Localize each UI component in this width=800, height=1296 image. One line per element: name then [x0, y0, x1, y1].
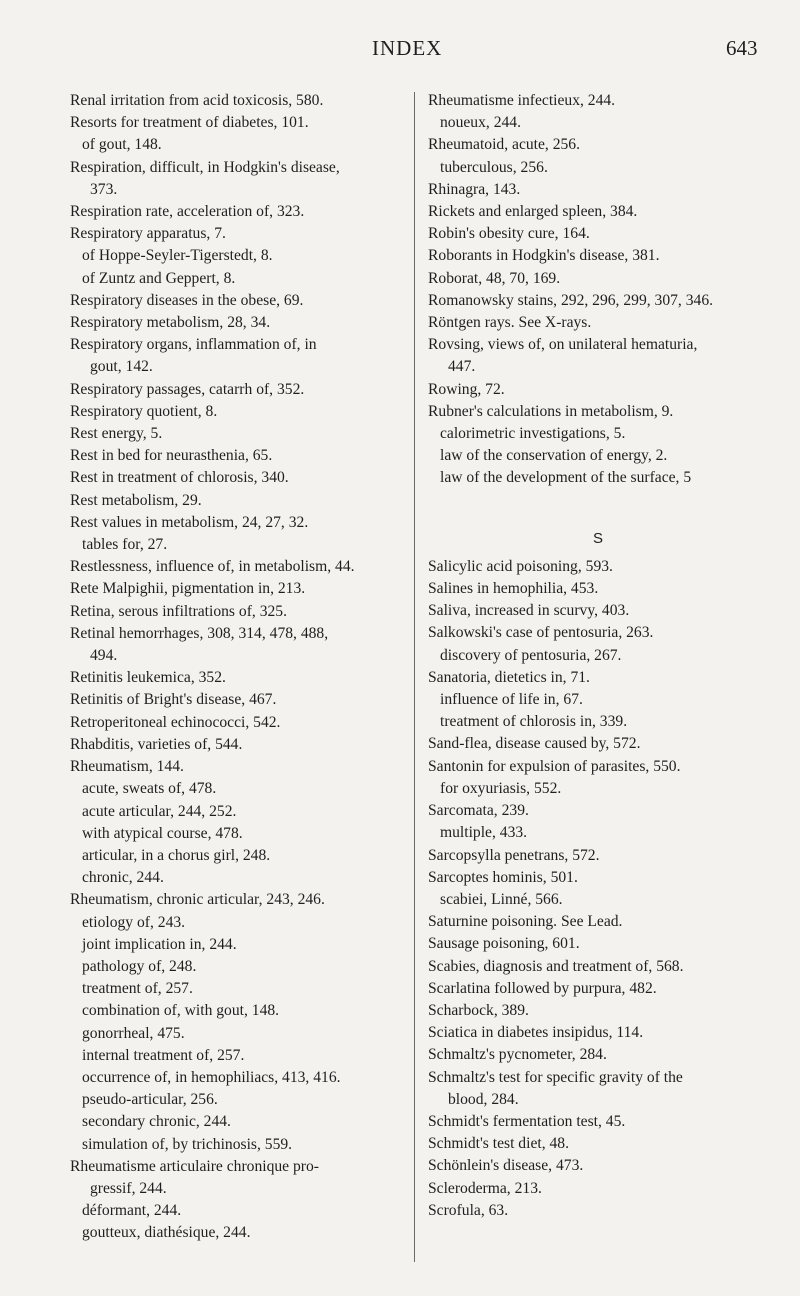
- index-subentry: noueux, 244.: [440, 114, 521, 132]
- index-entry: Rest energy, 5.: [70, 425, 163, 443]
- index-entry: Resorts for treatment of diabetes, 101.: [70, 114, 309, 132]
- index-entry: Schmidt's fermentation test, 45.: [428, 1112, 626, 1130]
- index-entry: Rest in treatment of chlorosis, 340.: [70, 469, 289, 487]
- index-subentry: treatment of, 257.: [82, 980, 193, 998]
- index-entry: Scrofula, 63.: [428, 1201, 509, 1219]
- index-entry: Robin's obesity cure, 164.: [428, 225, 590, 243]
- index-entry: Salkowski's case of pentosuria, 263.: [428, 624, 654, 642]
- index-subentry: of Hoppe-Seyler-Tigerstedt, 8.: [82, 247, 273, 265]
- index-subentry: of Zuntz and Geppert, 8.: [82, 269, 236, 287]
- index-entry: Rheumatisme articulaire chronique pro-: [70, 1157, 319, 1175]
- index-subentry: calorimetric investigations, 5.: [440, 425, 626, 443]
- index-subentry: with atypical course, 478.: [82, 824, 243, 842]
- index-entry: Sarcoptes hominis, 501.: [428, 868, 578, 886]
- page-header: [0, 36, 800, 66]
- index-entry: Schönlein's disease, 473.: [428, 1157, 584, 1175]
- index-subentry: acute articular, 244, 252.: [82, 802, 237, 820]
- index-entry: Retinitis leukemica, 352.: [70, 669, 226, 687]
- index-subentry: goutteux, diathésique, 244.: [82, 1224, 251, 1242]
- index-entry: Respiration rate, acceleration of, 323.: [70, 203, 305, 221]
- index-entry: Rest metabolism, 29.: [70, 491, 202, 509]
- index-entry: Roborants in Hodgkin's disease, 381.: [428, 247, 660, 265]
- index-entry: Sand-flea, disease caused by, 572.: [428, 735, 641, 753]
- index-subentry: simulation of, by trichinosis, 559.: [82, 1135, 293, 1153]
- index-entry: Scarlatina followed by purpura, 482.: [428, 979, 657, 997]
- index-entry: Rhabditis, varieties of, 544.: [70, 735, 243, 753]
- index-entry: Rest values in metabolism, 24, 27, 32.: [70, 513, 309, 531]
- index-subentry: articular, in a chorus girl, 248.: [82, 846, 271, 864]
- index-subentry: gonorrheal, 475.: [82, 1024, 185, 1042]
- index-entry: Rhinagra, 143.: [428, 180, 521, 198]
- index-entry: Saliva, increased in scurvy, 403.: [428, 602, 630, 620]
- index-subentry: discovery of pentosuria, 267.: [440, 646, 622, 664]
- index-entry: Retinal hemorrhages, 308, 314, 478, 488,: [70, 624, 329, 642]
- section-letter-heading: S: [592, 529, 603, 547]
- index-subentry: law of the conservation of energy, 2.: [440, 447, 668, 465]
- index-entry: Romanowsky stains, 292, 296, 299, 307, 346.: [428, 291, 714, 309]
- index-entry: Santonin for expulsion of parasites, 550.: [428, 757, 681, 775]
- index-entry: Salicylic acid poisoning, 593.: [428, 557, 613, 575]
- index-entry: Rest in bed for neurasthenia, 65.: [70, 447, 273, 465]
- index-entry: Röntgen rays. See X-rays.: [428, 314, 592, 332]
- index-column-left: [70, 90, 415, 1245]
- index-entry: Rovsing, views of, on unilateral hematuria,: [428, 336, 698, 354]
- index-subentry: multiple, 433.: [440, 824, 528, 842]
- section-spacer: [428, 490, 768, 512]
- index-subentry: occurrence of, in hemophiliacs, 413, 416.: [82, 1068, 341, 1086]
- index-subentry: of gout, 148.: [82, 136, 162, 154]
- index-entry-continuation: 494.: [90, 647, 118, 665]
- index-subentry: tuberculous, 256.: [440, 158, 548, 176]
- index-entry-continuation: 447.: [448, 358, 476, 376]
- index-entry: Rickets and enlarged spleen, 384.: [428, 203, 638, 221]
- index-subentry: acute, sweats of, 478.: [82, 780, 217, 798]
- index-entry: Sanatoria, dietetics in, 71.: [428, 668, 590, 686]
- index-entry: Rheumatisme infectieux, 244.: [428, 92, 616, 109]
- index-subentry: chronic, 244.: [82, 869, 164, 887]
- index-entry: Schmaltz's test for specific gravity of the: [428, 1068, 683, 1086]
- index-entry: Sarcomata, 239.: [428, 802, 529, 820]
- index-subentry: law of the development of the surface, 5: [440, 469, 692, 487]
- index-entry: Respiratory organs, inflammation of, in: [70, 336, 317, 354]
- index-column-right: [428, 90, 768, 1222]
- index-entry-continuation: blood, 284.: [448, 1090, 519, 1108]
- index-entry-continuation: gout, 142.: [90, 358, 153, 376]
- index-entry: Salines in hemophilia, 453.: [428, 580, 599, 598]
- index-entry: Scharbock, 389.: [428, 1001, 529, 1019]
- index-subentry: scabiei, Linné, 566.: [440, 890, 563, 908]
- index-subentry: treatment of chlorosis in, 339.: [440, 713, 628, 731]
- index-entry: Rete Malpighii, pigmentation in, 213.: [70, 580, 306, 598]
- index-subentry: internal treatment of, 257.: [82, 1046, 245, 1064]
- index-entry: Sciatica in diabetes insipidus, 114.: [428, 1024, 644, 1042]
- index-entry: Schmidt's test diet, 48.: [428, 1135, 569, 1153]
- index-subentry: tables for, 27.: [82, 536, 168, 554]
- index-entry: Sausage poisoning, 601.: [428, 935, 580, 953]
- index-entry: Schmaltz's pycnometer, 284.: [428, 1046, 607, 1064]
- index-subentry: etiology of, 243.: [82, 913, 186, 931]
- running-head-title: INDEX: [372, 36, 443, 60]
- index-entry: Saturnine poisoning. See Lead.: [428, 913, 623, 931]
- index-entry: Sclerodermа, 213.: [428, 1179, 542, 1197]
- index-entry-continuation: gressif, 244.: [90, 1179, 167, 1197]
- index-entry: Sarcopsylla penetrans, 572.: [428, 846, 600, 864]
- index-subentry: for oxyuriasis, 552.: [440, 779, 562, 797]
- index-subentry: joint implication in, 244.: [82, 935, 237, 953]
- index-subentry: secondary chronic, 244.: [82, 1113, 231, 1131]
- index-entry: Respiratory passages, catarrh of, 352.: [70, 380, 305, 398]
- index-entry: Retina, serous infiltrations of, 325.: [70, 602, 287, 620]
- index-entry: Renal irritation from acid toxicosis, 580.: [70, 92, 324, 109]
- index-entry: Respiratory diseases in the obese, 69.: [70, 291, 304, 309]
- index-entry: Retroperitoneal echinococci, 542.: [70, 713, 281, 731]
- index-entry: Rheumatism, 144.: [70, 758, 184, 776]
- index-entry: Retinitis of Bright's disease, 467.: [70, 691, 277, 709]
- index-subentry: pathology of, 248.: [82, 957, 197, 975]
- index-entry: Rheumatoid, acute, 256.: [428, 136, 581, 154]
- index-entry: Roborat, 48, 70, 169.: [428, 269, 561, 287]
- index-entry: Restlessness, influence of, in metabolism, 44.: [70, 558, 355, 576]
- index-entry: Respiration, difficult, in Hodgkin's disease,: [70, 158, 340, 176]
- index-subentry: déformant, 244.: [82, 1202, 182, 1220]
- index-subentry: influence of life in, 67.: [440, 691, 583, 709]
- index-entry: Respiratory apparatus, 7.: [70, 225, 226, 243]
- index-entry: Rheumatism, chronic articular, 243, 246.: [70, 891, 325, 909]
- index-entry-continuation: 373.: [90, 180, 118, 198]
- index-entry: Scabies, diagnosis and treatment of, 568.: [428, 957, 684, 975]
- index-entry: Respiratory quotient, 8.: [70, 402, 218, 420]
- index-entry: Rowing, 72.: [428, 380, 505, 398]
- index-subentry: pseudo-articular, 256.: [82, 1091, 218, 1109]
- index-subentry: combination of, with gout, 148.: [82, 1002, 280, 1020]
- index-entry: Rubner's calculations in metabolism, 9.: [428, 402, 674, 420]
- page-number: 643: [726, 36, 758, 60]
- index-entry: Respiratory metabolism, 28, 34.: [70, 314, 271, 332]
